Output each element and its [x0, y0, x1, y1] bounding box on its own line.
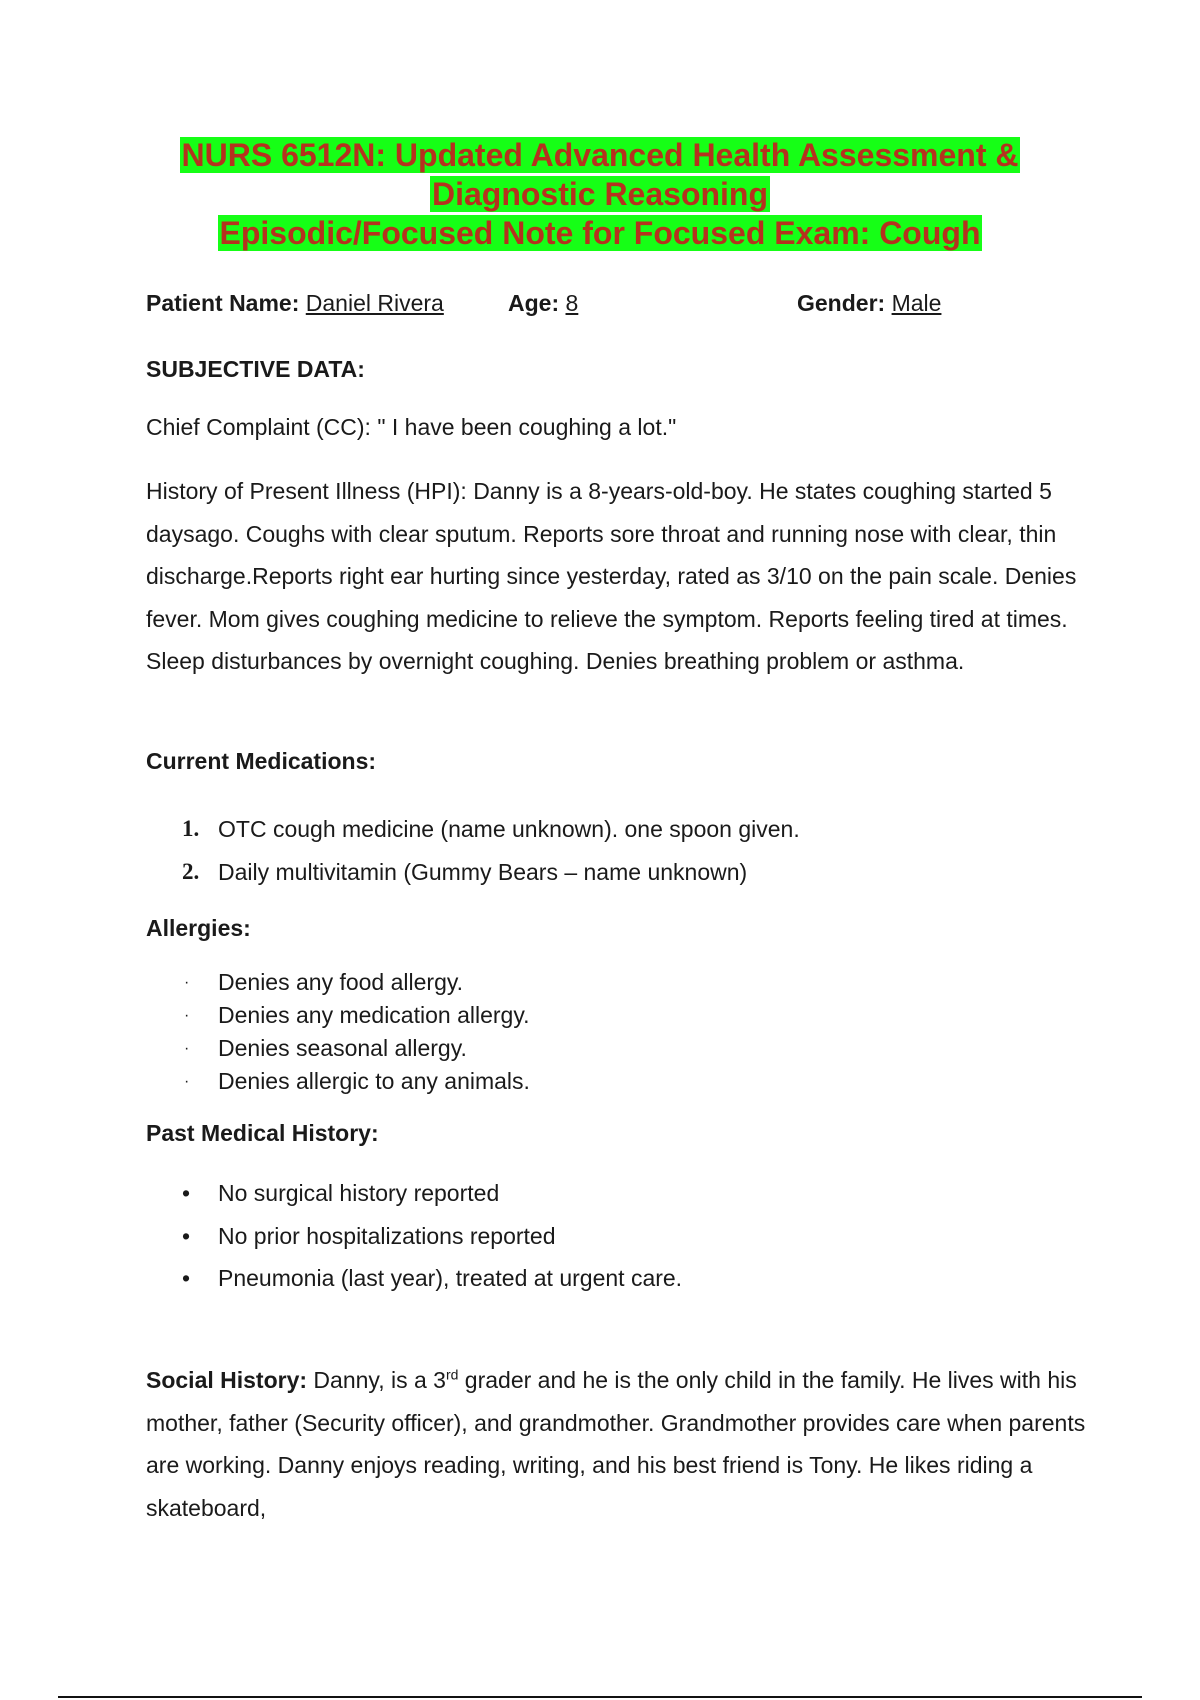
document-title	[0, 136, 1200, 253]
bullet-icon: ·	[184, 974, 190, 991]
bullet-icon: ·	[184, 1073, 190, 1090]
list-item	[146, 851, 1096, 894]
medications-heading: Current Medications:	[146, 748, 377, 774]
chief-complaint: Chief Complaint (CC): " I have been coughing a lot."	[146, 414, 677, 440]
list-item	[146, 1032, 1096, 1065]
allergy-text: Denies seasonal allergy.	[218, 1035, 467, 1061]
bullet-icon: •	[182, 1180, 191, 1206]
history-text: No prior hospitalizations reported	[218, 1222, 556, 1249]
allergy-text: Denies any medication allergy.	[218, 1002, 530, 1028]
medication-text: Daily multivitamin (Gummy Bears – name unknown)	[218, 858, 748, 885]
list-number: 1.	[182, 816, 200, 841]
past-medical-history-heading: Past Medical History:	[146, 1120, 379, 1146]
patient-age-field	[508, 290, 578, 317]
past-medical-history-list	[146, 1172, 1096, 1300]
bullet-icon: ·	[184, 1007, 190, 1024]
patient-name-field	[146, 290, 444, 317]
subjective-heading: SUBJECTIVE DATA:	[146, 356, 365, 382]
history-text: No surgical history reported	[218, 1180, 500, 1206]
list-number: 2.	[182, 858, 200, 884]
list-item	[146, 1172, 1096, 1215]
list-item	[146, 1215, 1096, 1258]
bullet-icon: •	[182, 1222, 191, 1249]
medications-list	[146, 808, 1096, 893]
bullet-icon: •	[182, 1265, 191, 1291]
bottom-divider	[58, 1696, 1142, 1698]
social-history-heading: Social History:	[146, 1367, 308, 1393]
medication-text: OTC cough medicine (name unknown). one spoon given.	[218, 816, 800, 842]
patient-age-value: 8	[565, 290, 579, 316]
social-history-superscript: rd	[445, 1366, 459, 1383]
list-item	[146, 808, 1096, 851]
title-line-3: Episodic/Focused Note for Focused Exam: Cough	[219, 215, 981, 251]
hpi-paragraph: History of Present Illness (HPI): Danny is a 8-years-old-boy. He states coughing started 5 daysago. Coughs with clear sputum. Reports sore throat and running nose with clear, thin discharge.Reports right ear hurting since yesterday, rated as 3/10 on the pain scale. Denies fever. Mom gives coughing medicine to relieve the symptom. Reports feeling tired at times. Sleep disturbances by overnight coughing. Denies breathing problem or asthma.	[146, 478, 1077, 674]
list-item	[146, 1257, 1096, 1300]
title-line-2: Diagnostic Reasoning	[431, 176, 769, 212]
history-text: Pneumonia (last year), treated at urgent care.	[218, 1265, 683, 1291]
patient-info-row	[146, 290, 1106, 322]
title-line-1: NURS 6512N: Updated Advanced Health Assessment &	[181, 137, 1019, 173]
list-item	[146, 999, 1096, 1032]
patient-gender-label: Gender:	[797, 290, 886, 316]
allergy-text: Denies allergic to any animals.	[218, 1068, 530, 1094]
list-item	[146, 966, 1096, 999]
patient-gender-value: Male	[891, 290, 942, 316]
allergies-heading: Allergies:	[146, 915, 251, 941]
patient-name-value: Daniel Rivera	[305, 290, 444, 316]
social-history-paragraph	[146, 1359, 1096, 1529]
patient-gender-field	[797, 290, 941, 317]
patient-name-label: Patient Name:	[146, 290, 300, 316]
allergies-list	[146, 966, 1096, 1098]
social-history-text-1: Danny, is a 3	[307, 1367, 446, 1393]
list-item	[146, 1065, 1096, 1098]
patient-age-label: Age:	[508, 290, 560, 316]
bullet-icon: ·	[184, 1040, 190, 1057]
social-history-text-2: grader and he is the only child in the family. He lives with his mother, father (Security officer), and grandmother. Grandmother provides care when parents are working. Danny enjoys reading, writing, and his best friend is Tony. He likes riding a skateboard,	[146, 1367, 1086, 1521]
allergy-text: Denies any food allergy.	[218, 969, 464, 995]
